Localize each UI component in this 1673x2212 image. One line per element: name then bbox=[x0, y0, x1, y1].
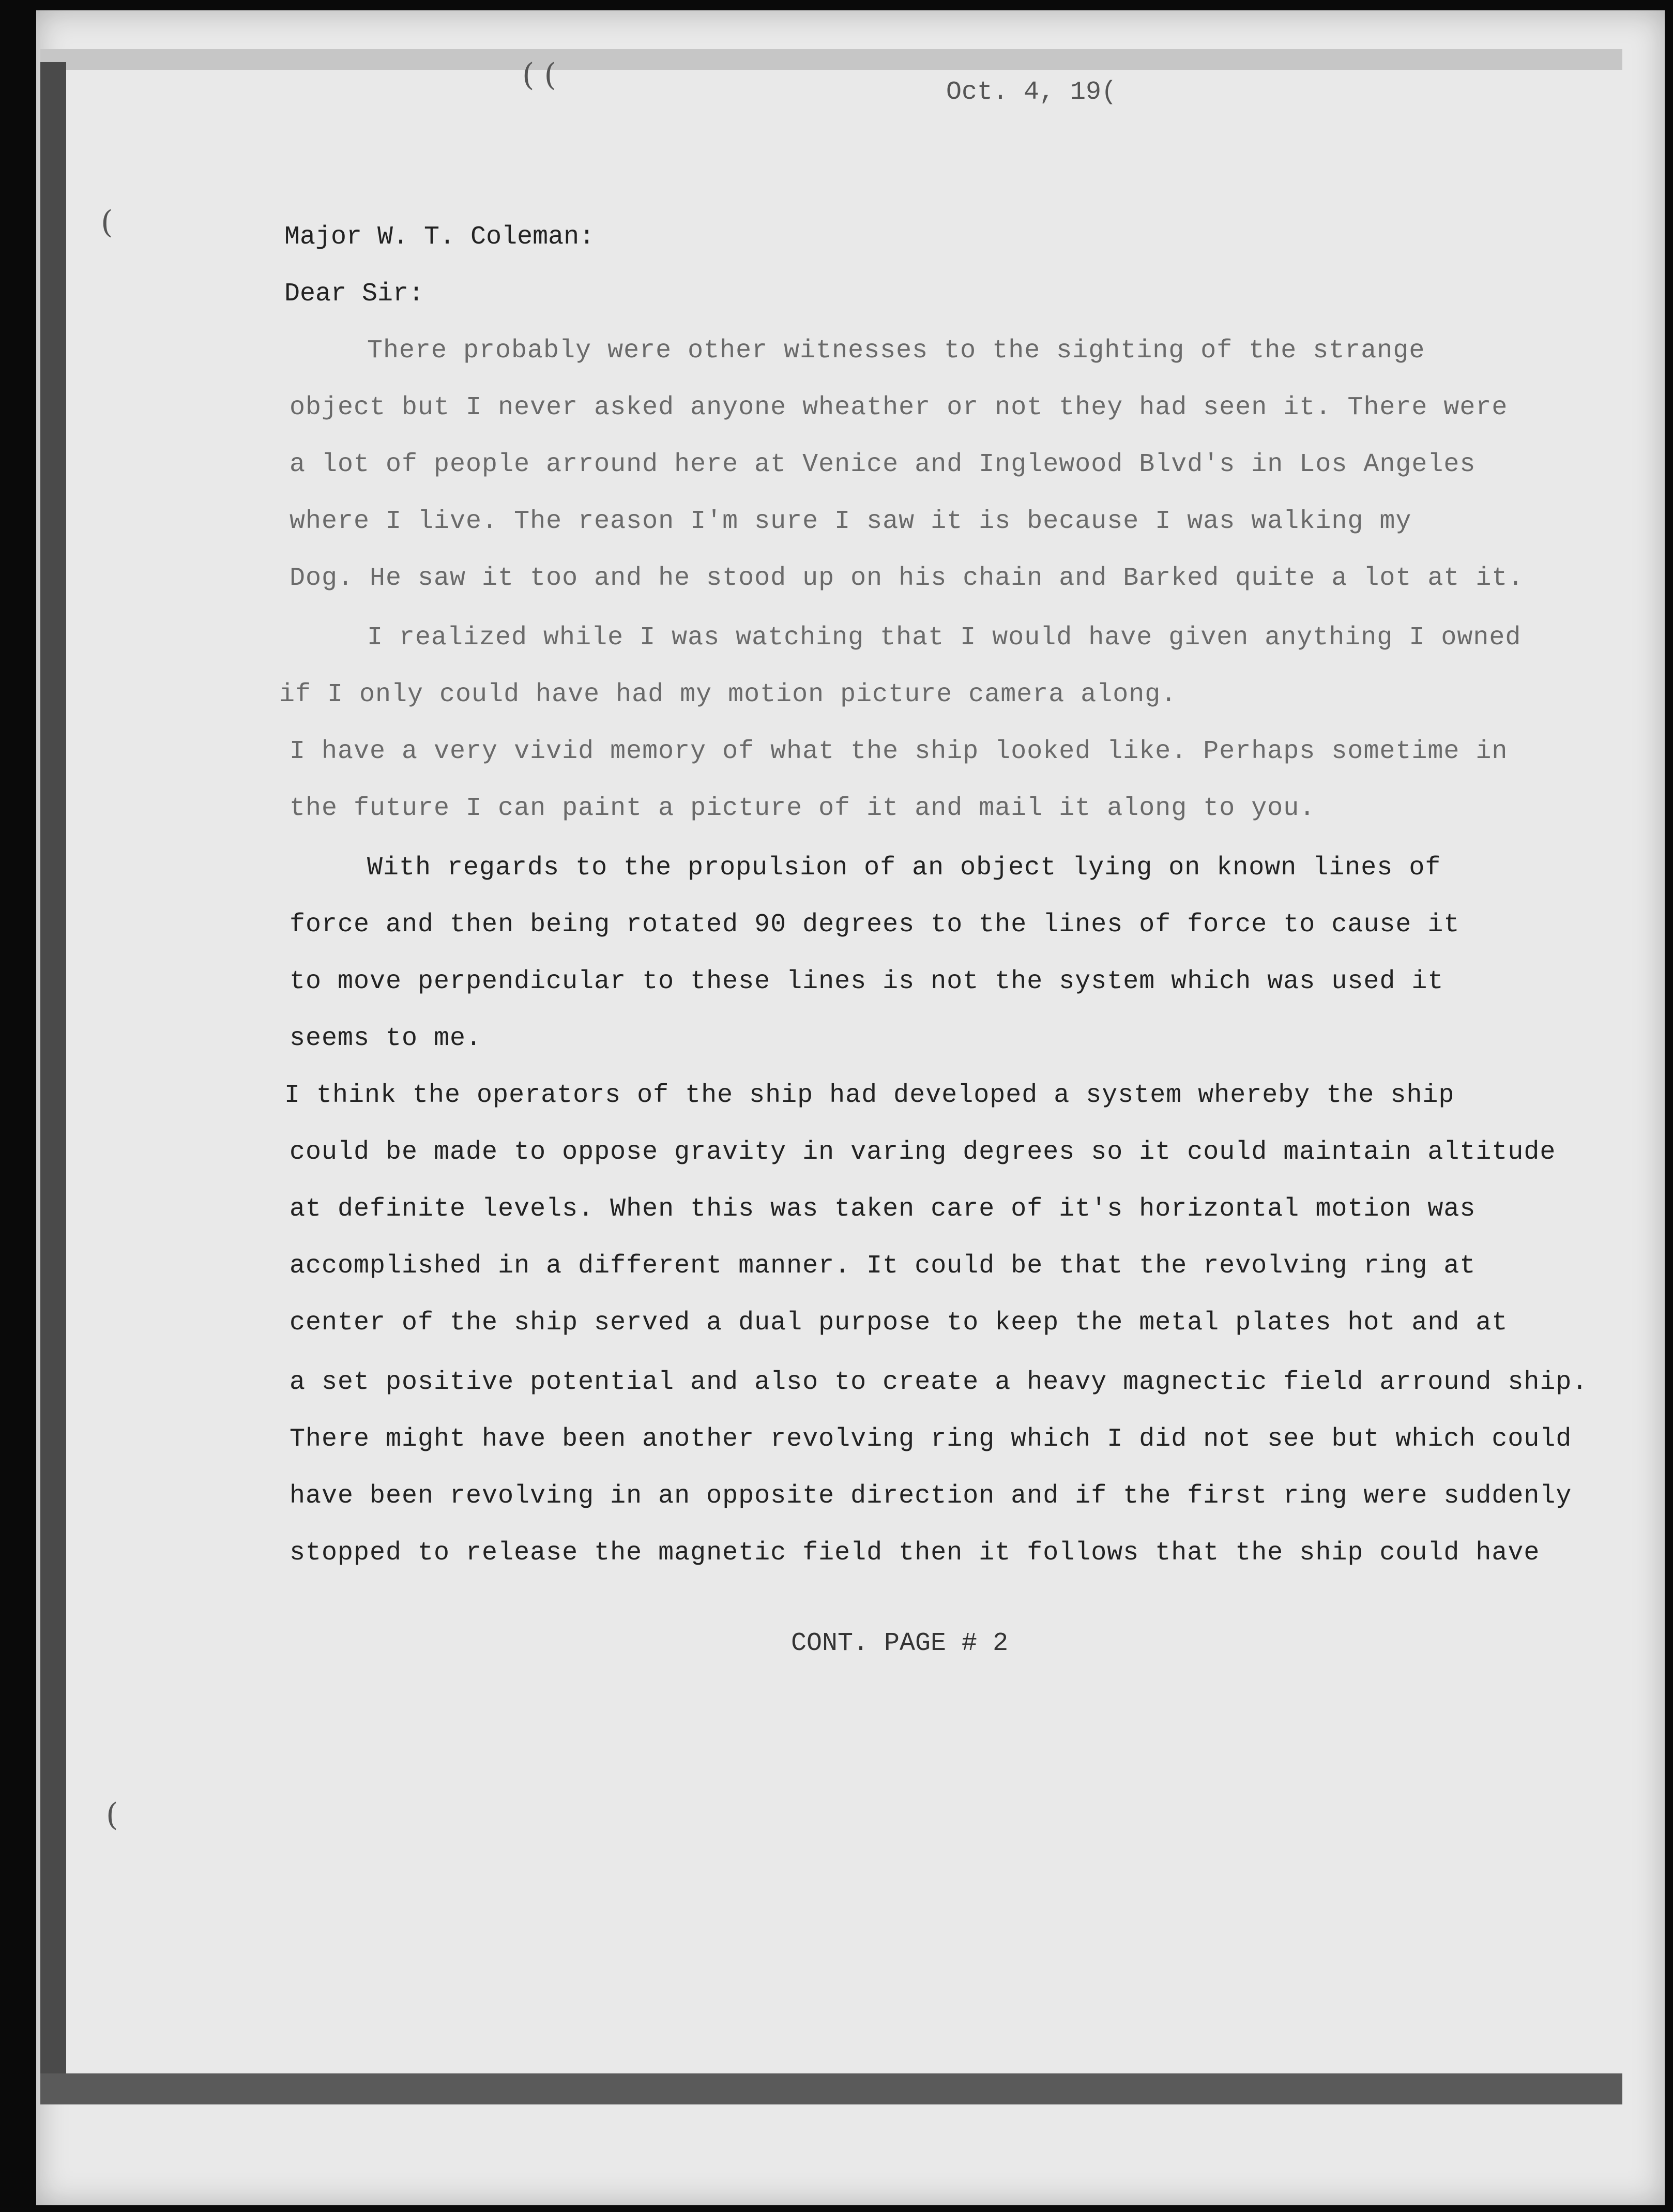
body-line: the future I can paint a picture of it and mail it along to you. bbox=[290, 794, 1316, 823]
body-line: object but I never asked anyone wheather or not they had seen it. There were bbox=[290, 393, 1508, 422]
margin-mark: ( ( bbox=[522, 57, 556, 93]
page-left-edge-shadow bbox=[40, 62, 66, 2079]
body-line: at definite levels. When this was taken care of it's horizontal motion was bbox=[290, 1194, 1476, 1224]
page-top-shadow bbox=[40, 49, 1622, 70]
body-line: if I only could have had my motion picture camera along. bbox=[279, 680, 1177, 709]
body-line: I have a very vivid memory of what the ship looked like. Perhaps sometime in bbox=[290, 737, 1508, 766]
body-line: where I live. The reason I'm sure I saw it is because I was walking my bbox=[290, 507, 1412, 536]
letter-date: Oct. 4, 19( bbox=[946, 78, 1117, 107]
body-line: There probably were other witnesses to the sighting of the strange bbox=[367, 336, 1425, 366]
body-line: force and then being rotated 90 degrees to the lines of force to cause it bbox=[290, 910, 1460, 940]
body-line: to move perpendicular to these lines is not the system which was used it bbox=[290, 967, 1444, 996]
body-line: seems to me. bbox=[290, 1024, 482, 1053]
body-line: With regards to the propulsion of an object lying on known lines of bbox=[367, 853, 1441, 883]
margin-mark: ( bbox=[106, 1797, 118, 1833]
body-line: I think the operators of the ship had developed a system whereby the ship bbox=[284, 1081, 1455, 1110]
body-line: a set positive potential and also to create a heavy magnectic field arround ship. bbox=[290, 1368, 1588, 1397]
body-line: Dog. He saw it too and he stood up on his chain and Barked quite a lot at it. bbox=[290, 564, 1524, 593]
body-line: a lot of people arround here at Venice and Inglewood Blvd's in Los Angeles bbox=[290, 450, 1476, 479]
body-line: have been revolving in an opposite direction and if the first ring were suddenly bbox=[290, 1481, 1572, 1511]
margin-mark: ( bbox=[101, 204, 113, 240]
body-line: stopped to release the magnetic field then it follows that the ship could have bbox=[290, 1538, 1540, 1568]
recipient-line: Major W. T. Coleman: bbox=[284, 222, 595, 252]
continued-page-note: CONT. PAGE # 2 bbox=[791, 1629, 1009, 1658]
body-line: accomplished in a different manner. It could be that the revolving ring at bbox=[290, 1251, 1476, 1281]
body-line: center of the ship served a dual purpose to keep the metal plates hot and at bbox=[290, 1308, 1508, 1338]
body-line: I realized while I was watching that I would have given anything I owned bbox=[367, 623, 1522, 653]
page-bottom-shadow bbox=[40, 2073, 1622, 2104]
body-line: There might have been another revolving ring which I did not see but which could bbox=[290, 1425, 1572, 1454]
body-line: could be made to oppose gravity in varing degrees so it could maintain altitude bbox=[290, 1138, 1556, 1167]
greeting-line: Dear Sir: bbox=[284, 279, 424, 309]
